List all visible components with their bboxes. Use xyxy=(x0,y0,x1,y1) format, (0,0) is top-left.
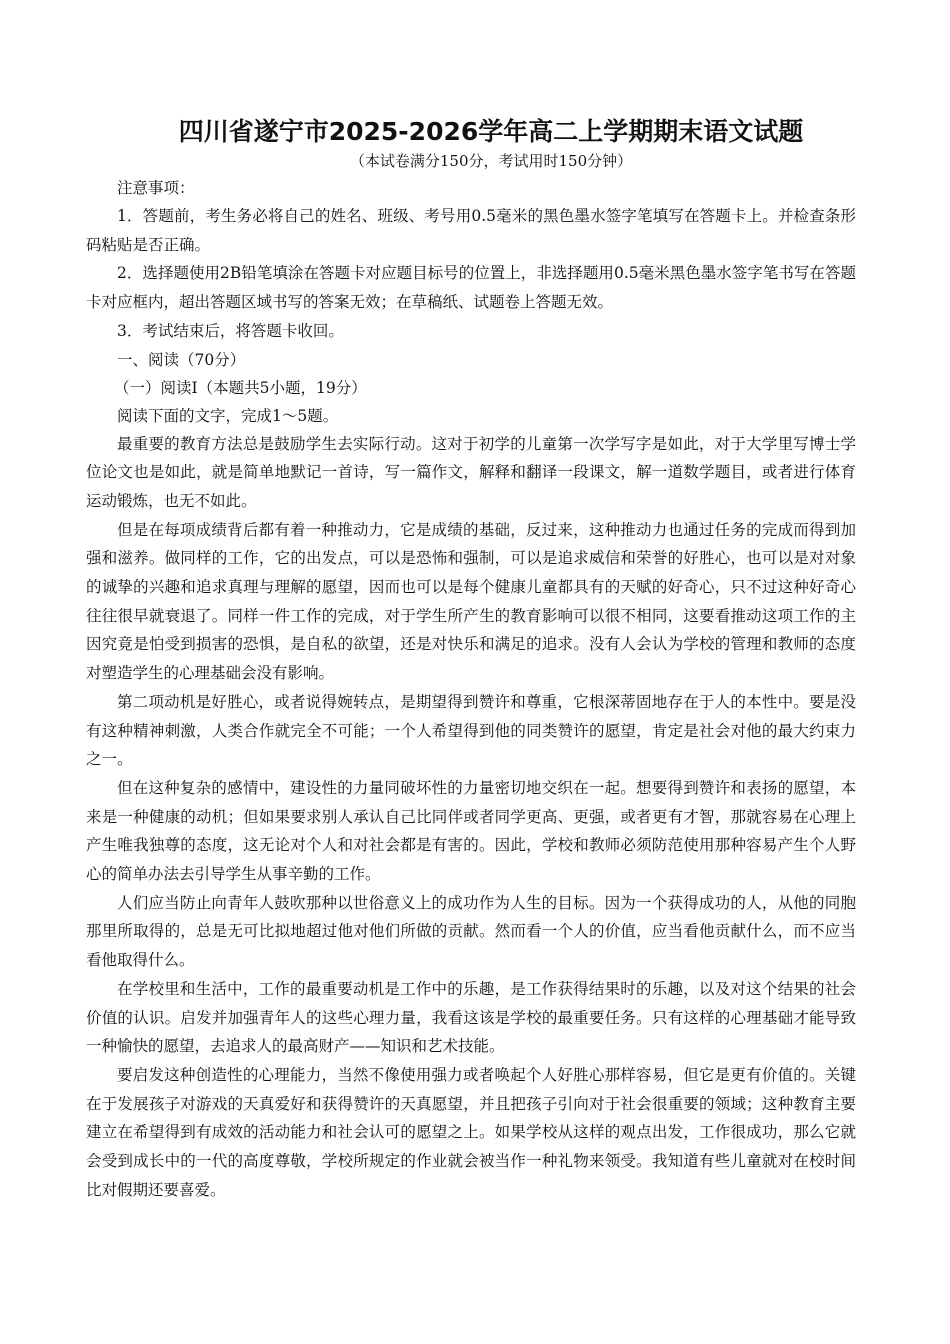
exam-page xyxy=(86,112,856,1205)
passage-paragraph-6: 在学校里和生活中，工作的最重要动机是工作中的乐趣，是工作获得结果时的乐趣，以及对这个结果的社会价值的认识。启发并加强青年人的这些心理力量，我看这该是学校的最重要任务。只有这样的心理基础才能导致一种愉快的愿望，去追求人的最高财产——知识和艺术技能。 xyxy=(86,979,856,1056)
note-item-1: 1．答题前，考生务必将自己的姓名、班级、考号用0.5毫米的黑色墨水签字笔填写在答题卡上。并检查条形码粘贴是否正确。 xyxy=(86,207,856,254)
passage-paragraph-3: 第二项动机是好胜心，或者说得婉转点，是期望得到赞许和尊重，它根深蒂固地存在于人的本性中。要是没有这种精神刺激，人类合作就完全不可能；一个人希望得到他的同类赞许的愿望，肯定是社会对他的最大约束力之一。 xyxy=(86,692,856,769)
note-item-2: 2．选择题使用2B铅笔填涂在答题卡对应题目标号的位置上，非选择题用0.5毫米黑色墨水签字笔书写在答题卡对应框内，超出答题区域书写的答案无效；在草稿纸、试题卷上答题无效。 xyxy=(86,264,856,312)
section-instruction: 阅读下面的文字，完成1～5题。 xyxy=(117,406,339,425)
section-subtitle: （一）阅读Ⅰ（本题共5小题，19分） xyxy=(114,378,367,397)
note-item-3: 3．考试结束后，将答题卡收回。 xyxy=(117,321,344,340)
passage-paragraph-7: 要启发这种创造性的心理能力，当然不像使用强力或者唤起个人好胜心那样容易，但它是更有价值的。关键在于发展孩子对游戏的天真爱好和获得赞许的天真愿望，并且把孩子引向对于社会很重要的领域；这种教育主要建立在希望得到有成效的活动能力和社会认可的愿望之上。如果学校从这样的观点出发，工作很成功，那么它就会受到成长中的一代的高度尊敬，学校所规定的作业就会被当作一种礼物来领受。我知道有些儿童就对在校时间比对假期还要喜爱。 xyxy=(86,1065,856,1199)
passage-paragraph-5: 人们应当防止向青年人鼓吹那种以世俗意义上的成功作为人生的目标。因为一个获得成功的人，从他的同胞那里所取得的，总是无可比拟地超过他对他们所做的贡献。然而看一个人的价值，应当看他贡献什么，而不应当看他取得什么。 xyxy=(86,893,856,970)
page-title: 四川省遂宁市2025-2026学年高二上学期期末语文试题 xyxy=(178,117,804,146)
exam-info: （本试卷满分150分，考试用时150分钟） xyxy=(349,152,633,170)
notes-section xyxy=(86,174,856,346)
passage-paragraph-2: 但是在每项成绩背后都有着一种推动力，它是成绩的基础，反过来，这种推动力也通过任务的完成而得到加强和滋养。做同样的工作，它的出发点，可以是恐怖和强制，可以是追求威信和荣誉的好胜心，也可以是对对象的诚挚的兴趣和追求真理与理解的愿望，因而也可以是每个健康儿童都具有的天赋的好奇心，只不过这种好奇心往往很早就衰退了。同样一件工作的完成，对于学生所产生的教育影响可以很不相同，这要看推动这项工作的主因究竟是怕受到损害的恐惧，是自私的欲望，还是对快乐和满足的追求。没有人会认为学校的管理和教师的态度对塑造学生的心理基础会没有影响。 xyxy=(86,520,856,683)
notes-heading: 注意事项： xyxy=(117,179,195,197)
passage-paragraph-1: 最重要的教育方法总是鼓励学生去实际行动。这对于初学的儿童第一次学写字是如此，对于大学里写博士学位论文也是如此，就是简单地默记一首诗，写一篇作文，解释和翻译一段课文，解一道数学题目，或者进行体育运动锻炼，也无不如此。 xyxy=(86,434,856,510)
passage-paragraph-4: 但在这种复杂的感情中，建设性的力量同破坏性的力量密切地交织在一起。想要得到赞许和表扬的愿望，本来是一种健康的动机；但如果要求别人承认自己比同伴或者同学更高、更强，或者更有才智，那就容易在心理上产生唯我独尊的态度，这无论对个人和对社会都是有害的。因此，学校和教师必须防范使用那种容易产生个人野心的简单办法去引导学生从事辛勤的工作。 xyxy=(86,778,856,884)
section-title: 一、阅读（70分） xyxy=(117,350,246,369)
reading-passage xyxy=(86,430,856,1205)
